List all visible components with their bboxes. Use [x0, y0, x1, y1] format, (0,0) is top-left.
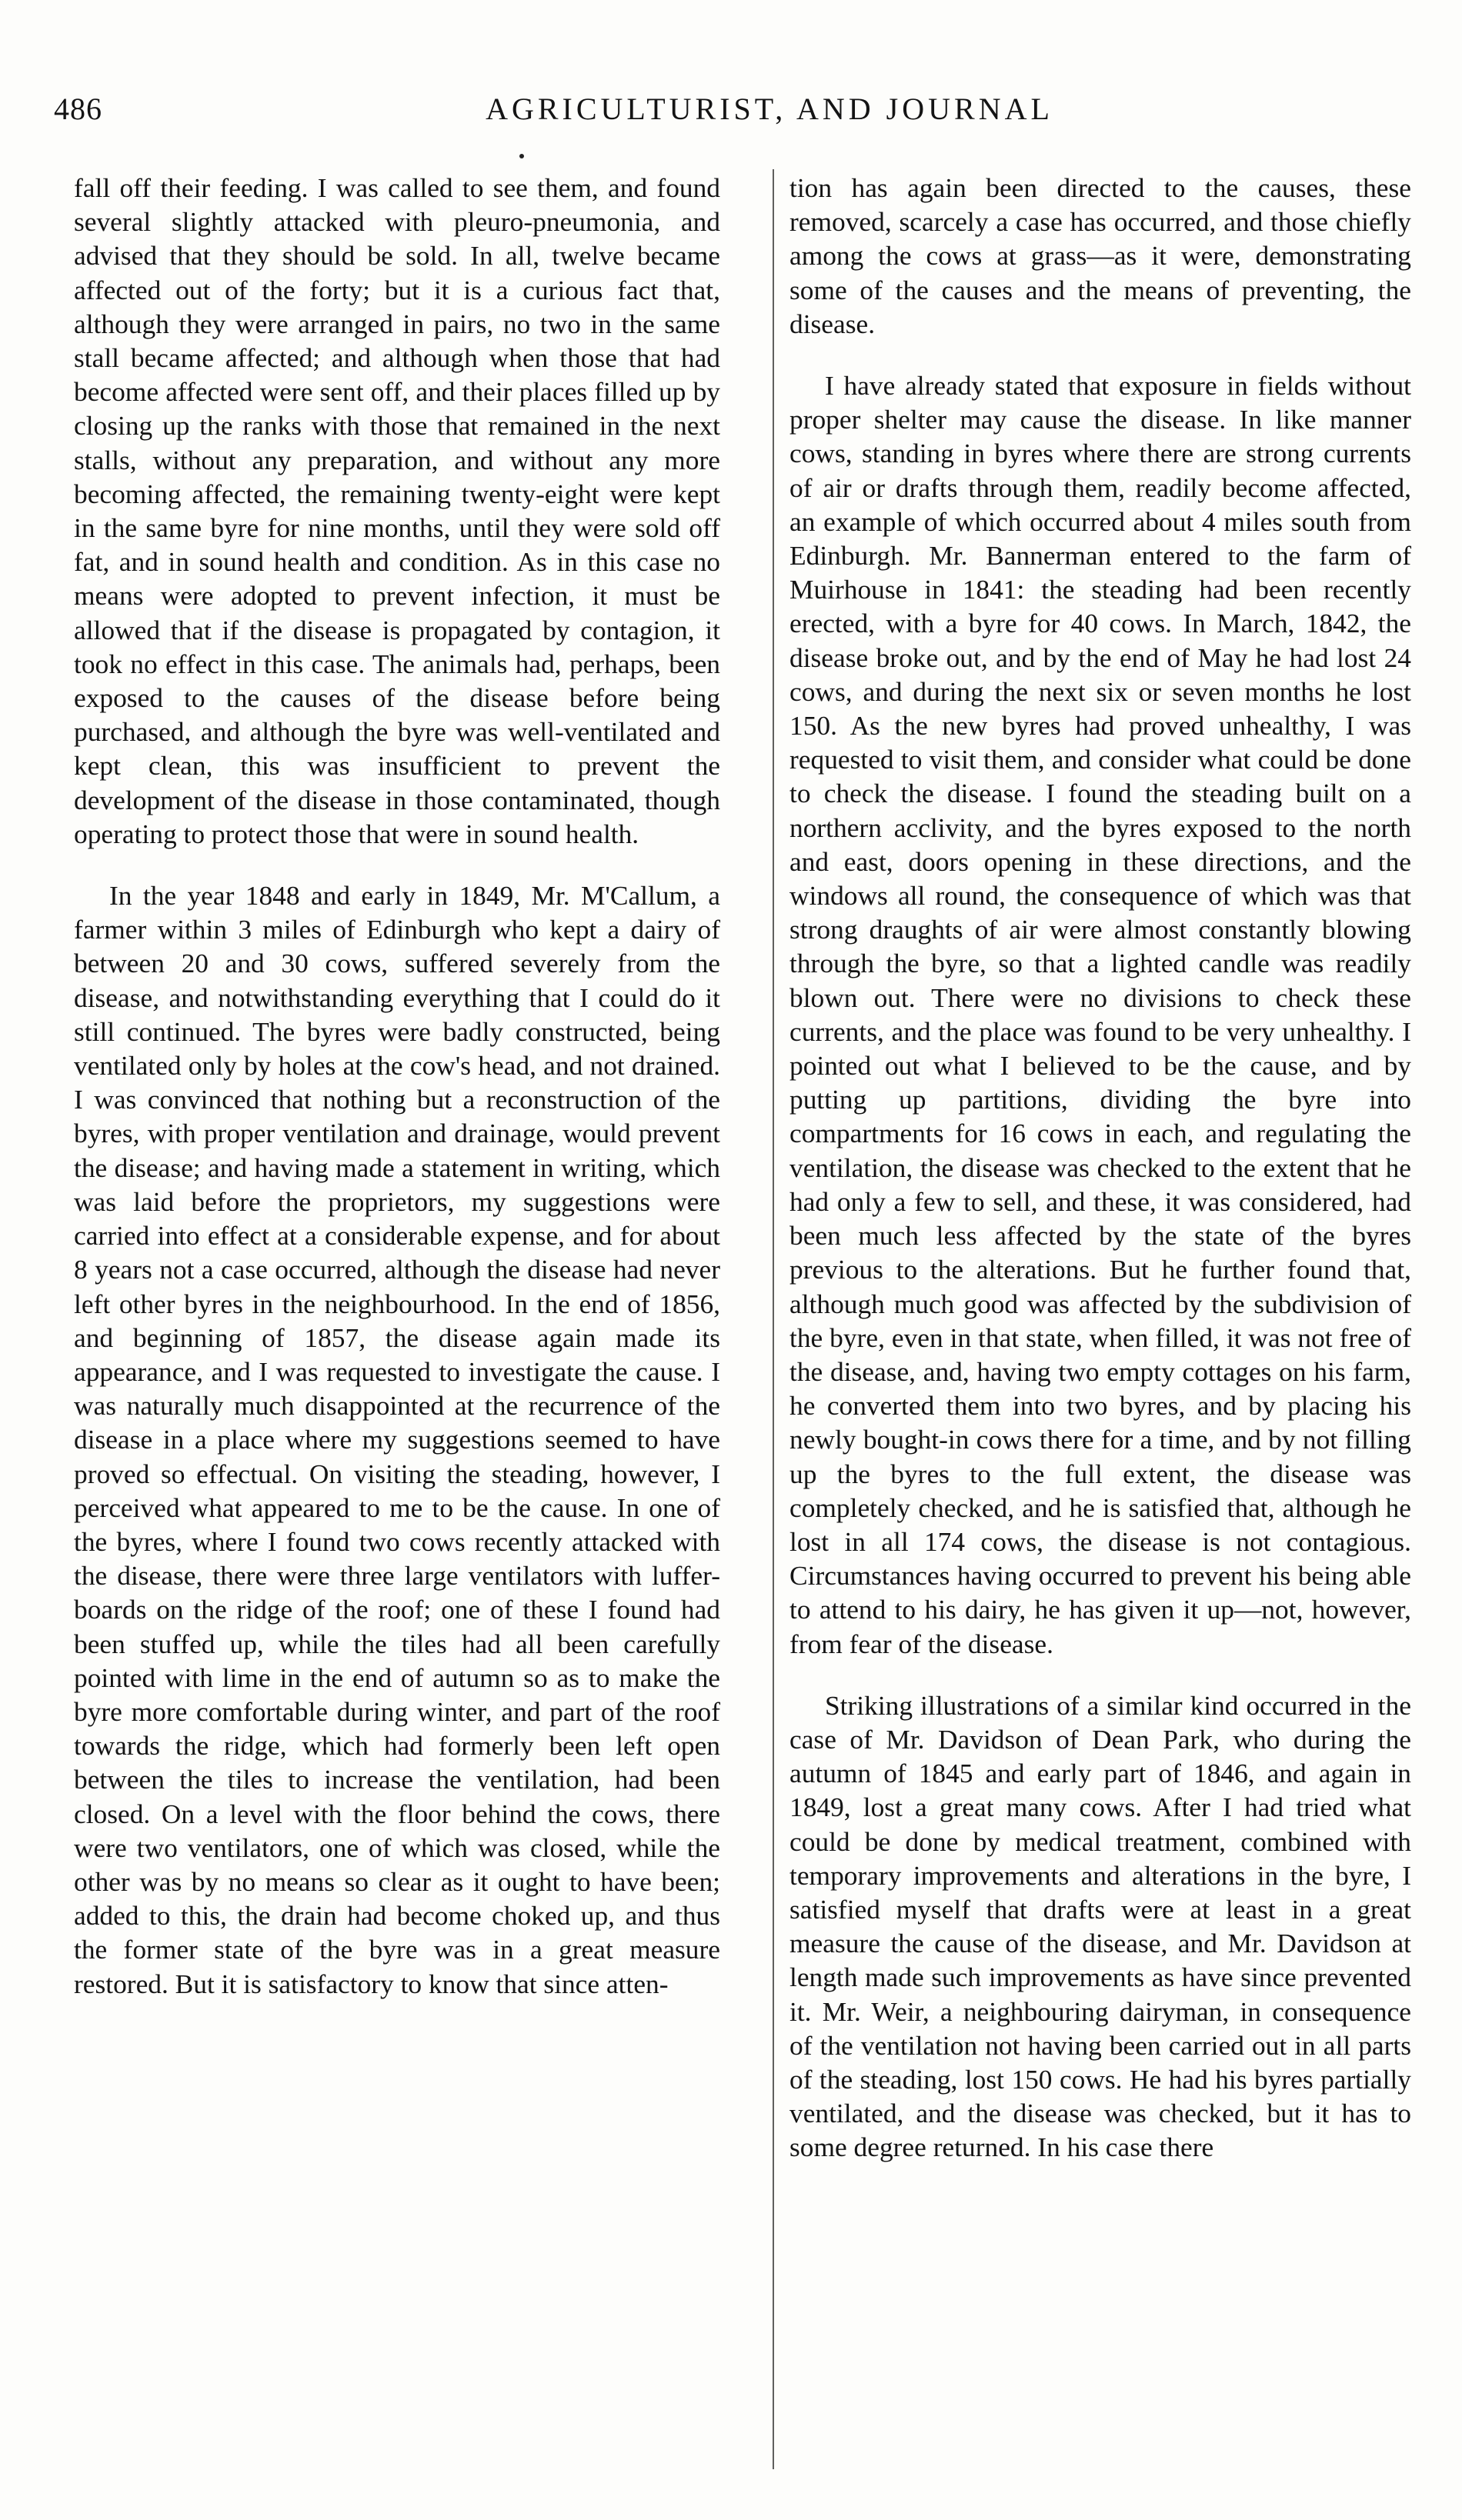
page-number: 486 — [54, 92, 102, 126]
paragraph: I have already stated that exposure in fields without proper shelter may cause the disease. In like manner cows, standing in byres where there are strong currents of air or drafts through them, readily become affected, an example of which occurred about 4 miles south from Edinburgh. Mr. Bannerman entered to the farm of Muirhouse in 1841: the steading had been recently erected, with a byre for 40 cows. In March, 1842, the disease broke out, and by the end of May he had lost 24 cows, and during the next six or seven months he lost 150. As the new byres had proved unhealthy, I was requested to visit them, and consider what could be done to check the disease. I found the steading built on a northern acclivity, and the byres exposed to the north and east, doors opening in these directions, and the windows all round, the consequence of which was that strong draughts of air were almost constantly blowing through the byre, so that a lighted candle was readily blown out. There were no divisions to check these currents, and the place was found to be very unhealthy. I pointed out what I believed to be the cause, and by putting up partitions, dividing the byre into compartments for 16 cows in each, and regulating the ventilation, the disease was checked to the extent that he had only a few to sell, and these, it was considered, had been much less affected by the state of the byres previous to the alterations. But he further found that, although much good was affected by the subdivision of the byre, even in that state, when filled, it was not free of the disease, and, having two empty cottages on his farm, he converted them into two byres, and by placing his newly bought-in cows there for a time, and by not filling up the byres to the full extent, the disease was completely checked, and he is satisfied that, although he lost in all 174 cows, the disease is not contagious. Circumstances having occurred to prevent his being able to attend to his dairy, he has given it up—not, however, from fear of the disease. — [789, 370, 1411, 1659]
paragraph: tion has again been directed to the causes, these removed, scarcely a case has occurred, and those chiefly among the cows at grass—as it were, demonstrating some of the causes and the means of preventing, the disease. — [789, 172, 1411, 339]
paragraph: Striking illustrations of a similar kind occurred in the case of Mr. Davidson of Dean Park, who during the autumn of 1845 and early part of 1846, and again in 1849, lost a great many cows. After I had tried what could be done by medical treatment, combined with temporary improvements and alterations in the byre, I satisfied myself that drafts were at least in a great measure the cause of the disease, and Mr. Davidson at length made such improvements as have since prevented it. Mr. Weir, a neighbouring dairyman, in consequence of the ventilation not having been carried out in all parts of the steading, lost 150 cows. He had his byres partially ventilated, and the disease was checked, but it has to some degree returned. In his case there — [789, 1689, 1411, 2163]
left-column — [74, 171, 720, 2001]
printer-mark — [519, 154, 524, 158]
paragraph: In the year 1848 and early in 1849, Mr. M'Callum, a farmer within 3 miles of Edinburgh who kept a dairy of between 20 and 30 cows, suffered severely from the disease, and notwithstanding everything that I could do it still continued. The byres were badly constructed, being ventilated only by holes at the cow's head, and not drained. I was convinced that nothing but a reconstruction of the byres, with proper ventilation and drainage, would prevent the disease; and having made a statement in writing, which was laid before the proprietors, my suggestions were carried into effect at a considerable expense, and for about 8 years not a case occurred, although the disease had never left other byres in the neighbourhood. In the end of 1856, and beginning of 1857, the disease again made its appearance, and I was requested to investigate the cause. I was naturally much disappointed at the recurrence of the disease in a place where my suggestions seemed to have proved so effectual. On visiting the steading, however, I perceived what appeared to me to be the cause. In one of the byres, where I found two cows recently attacked with the disease, there were three large ventilators with luffer-boards on the ridge of the roof; one of these I found had been stuffed up, while the tiles had all been carefully pointed with lime in the end of autumn so as to make the byre more comfortable during winter, and part of the roof towards the ridge, which had formerly been left open between the tiles to increase the ventilation, had been closed. On a level with the floor behind the cows, there were two ventilators, one of which was closed, while the other was by no means so clear as it ought to have been; added to this, the drain had become choked up, and thus the former state of the byre was in a great measure restored. But it is satisfactory to know that since atten- — [74, 880, 720, 1999]
column-divider — [773, 169, 774, 2469]
paragraph: fall off their feeding. I was called to see them, and found several slightly attacked with pleuro-pneumonia, and advised that they should be sold. In all, twelve became affected out of the forty; but it is a curious fact that, although they were arranged in pairs, no two in the same stall became affected; and although when those that had become affected were sent off, and their places filled up by closing up the ranks with those that remained in the next stalls, without any preparation, and without any more becoming affected, the remaining twenty-eight were kept in the same byre for nine months, until they were sold off fat, and in sound health and condition. As in this case no means were adopted to prevent infection, it must be allowed that if the disease is propagated by contagion, it took no effect in this case. The animals had, perhaps, been exposed to the causes of the disease before being purchased, and although the byre was well-ventilated and kept clean, this was insufficient to prevent the development of the disease in those contaminated, though operating to protect those that were in sound health. — [74, 172, 720, 849]
running-title: AGRICULTURIST, AND JOURNAL — [486, 92, 1053, 126]
right-column — [789, 171, 1411, 2165]
page-header — [54, 91, 1393, 145]
